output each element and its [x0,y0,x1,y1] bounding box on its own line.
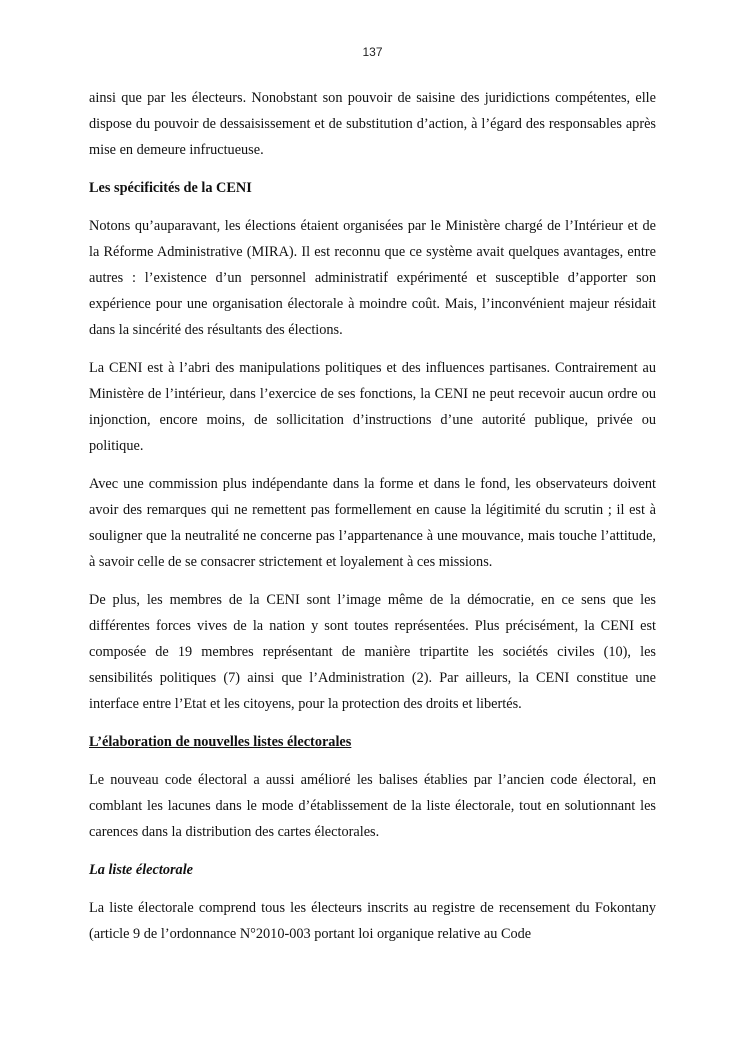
document-body [89,85,656,959]
paragraph-mira: Notons qu’auparavant, les élections étaient organisées par le Ministère chargé de l’Intérieur et de la Réforme Administrative (MIRA). Il est reconnu que ce système avait quelques avantages, entre autres : l’existence d’un personnel administratif expérimenté et susceptible d’apporter son expérience pour une organisation électorale à moindre coût. Mais, l’inconvénient majeur résidait dans la sincérité des résultants des élections. [89,218,656,338]
paragraph-membres-ceni: De plus, les membres de la CENI sont l’image même de la démocratie, en ce sens que les différentes forces vives de la nation y sont toutes représentées. Plus précisément, la CENI est composée de 19 membres représentant de manière tripartite les sociétés civiles (10), les sensibilités politiques (7) ainsi que l’Administration (2). Par ailleurs, la CENI constitue une interface entre l’Etat et les citoyens, pour la protection des droits et libertés. [89,592,656,712]
heading-liste-electorale: La liste électorale [89,862,194,878]
paragraph-liste-electorale: La liste électorale comprend tous les électeurs inscrits au registre de recensement du Fokontany (article 9 de l’ordonnance N°2010-003 portant loi organique relative au Code [89,900,656,942]
paragraph-commission: Avec une commission plus indépendante dans la forme et dans le fond, les observateurs doivent avoir des remarques qui ne remettent pas formellement en cause la légitimité du scrutin ; il est à souligner que la neutralité ne concerne pas l’appartenance à une mouvance, mais touche l’attitude, à savoir celle de se consacrer strictement et loyalement à ces missions. [89,476,656,570]
paragraph-ceni-abri: La CENI est à l’abri des manipulations politiques et des influences partisanes. Contrairement au Ministère de l’intérieur, dans l’exercice de ses fonctions, la CENI ne peut recevoir aucun ordre ou injonction, encore moins, de sollicitation d’instructions d’une autorité publique, privée ou politique. [89,360,656,454]
heading-specificites-ceni: Les spécificités de la CENI [89,180,252,196]
heading-elaboration-listes: L’élaboration de nouvelles listes électorales [89,734,352,750]
page-number: 137 [362,45,383,59]
paragraph-saisine: ainsi que par les électeurs. Nonobstant son pouvoir de saisine des juridictions compétentes, elle dispose du pouvoir de dessaisissement et de substitution d’action, à l’égard des responsables après mise en demeure infructueuse. [89,90,656,158]
paragraph-nouveau-code: Le nouveau code électoral a aussi amélioré les balises établies par l’ancien code électoral, en comblant les lacunes dans le mode d’établissement de la liste électorale, tout en solutionnant les carences dans la distribution des cartes électorales. [89,772,656,840]
